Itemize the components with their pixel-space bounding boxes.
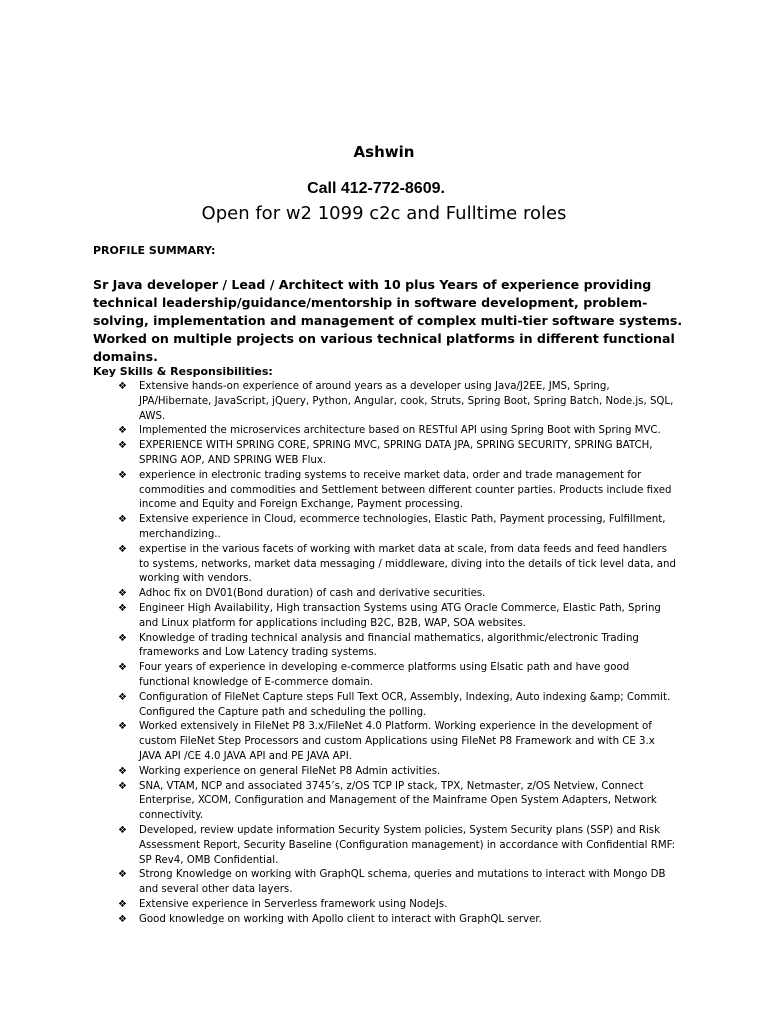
skill-item-text: expertise in the various facets of working with market data at scale, from data feeds and feed handlers to systems, networks, market data messaging / middleware, diving into the details of tick level data, and working with vendors. — [139, 543, 676, 585]
skill-item-text: Extensive hands-on experience of around years as a developer using Java/J2EE, JMS, Spring, JPA/Hibernate, JavaScript, jQuery, Python, Angular, cook, Struts, Spring Boot, Spring Batch, Node.js, SQL, AWS. — [139, 381, 674, 422]
skill-item — [118, 780, 676, 824]
skill-item — [118, 720, 676, 764]
skill-item — [118, 380, 676, 424]
candidate-name: Ashwin — [353, 143, 415, 161]
skill-item-text: Strong Knowledge on working with GraphQL schema, queries and mutations to interact with Mongo DB and several other data layers. — [139, 869, 666, 896]
diamond-bullet-icon: ❖ — [118, 721, 127, 733]
skill-item-text: experience in electronic trading systems to receive market data, order and trade management for commodities and commodities and Settlement between different counter parties. Products include fixed income and Equity and Foreign Exchange, Payment processing. — [139, 469, 672, 511]
skill-item — [118, 543, 676, 587]
skill-item-text: Good knowledge on working with Apollo client to interact with GraphQL server. — [139, 913, 542, 925]
skill-item-text: Implemented the microservices architecture based on RESTful API using Spring Boot with Spring MVC. — [139, 425, 661, 437]
diamond-bullet-icon: ❖ — [118, 765, 127, 777]
skill-item — [118, 439, 676, 469]
phone-line: Call 412-772-8609. — [307, 180, 445, 197]
skill-item — [118, 898, 676, 913]
diamond-bullet-icon: ❖ — [118, 632, 127, 644]
diamond-bullet-icon: ❖ — [118, 691, 127, 703]
skill-item — [118, 632, 676, 662]
skill-item — [118, 868, 676, 898]
skill-item-text: Worked extensively in FileNet P8 3.x/FileNet 4.0 Platform. Working experience in the development of custom FileNet Step Processors and custom Applications using FileNet P8 Framework and with CE 3.x JAVA API /CE 4.0 JAVA API and PE JAVA API. — [139, 721, 655, 762]
skill-item — [118, 469, 676, 513]
profile-summary-heading: PROFILE SUMMARY: — [93, 244, 216, 257]
skill-item-text: Extensive experience in Cloud, ecommerce technologies, Elastic Path, Payment processing, Fulfillment, merchandizing.. — [139, 514, 666, 540]
skill-item — [118, 424, 676, 439]
skill-item — [118, 913, 676, 928]
profile-summary-text: Sr Java developer / Lead / Architect with 10 plus Years of experience providing technical leadership/guidance/mentorship in software development, problem-solving, implementation and management of complex multi-tier software systems. Worked on multiple projects on various technical platforms in different functional domains. — [93, 277, 683, 364]
skill-item-text: Engineer High Availability, High transaction Systems using ATG Oracle Commerce, Elastic Path, Spring and Linux platform for applications including B2C, B2B, WAP, SOA websites. — [139, 602, 661, 629]
skill-item — [118, 661, 676, 691]
skill-item — [118, 602, 676, 632]
skill-item-text: EXPERIENCE WITH SPRING CORE, SPRING MVC, SPRING DATA JPA, SPRING SECURITY, SPRING BATCH, SPRING AOP, AND SPRING WEB Flux. — [139, 440, 653, 466]
skill-item-text: Four years of experience in developing e-commerce platforms using Elsatic path and have good functional knowledge of E-commerce domain. — [139, 662, 630, 688]
roles-line: Open for w2 1099 c2c and Fulltime roles — [201, 203, 567, 224]
diamond-bullet-icon: ❖ — [118, 425, 127, 437]
skill-item-text: Configuration of FileNet Capture steps Full Text OCR, Assembly, Indexing, Auto indexing &amp; Commit. Configured the Capture path and scheduling the polling. — [139, 691, 671, 718]
skill-item — [118, 765, 676, 780]
diamond-bullet-icon: ❖ — [118, 898, 127, 910]
diamond-bullet-icon: ❖ — [118, 381, 127, 392]
skill-item-text: Adhoc fix on DV01(Bond duration) of cash and derivative securities. — [139, 588, 486, 600]
skill-item — [118, 587, 676, 602]
diamond-bullet-icon: ❖ — [118, 824, 127, 836]
diamond-bullet-icon: ❖ — [118, 514, 127, 526]
skill-item-text: Developed, review update information Security System policies, System Security plans (SSP) and Risk Assessment Report, Security Baseline (Configuration management) in accordance with Confidential RMF: SP Rev4, OMB Confidential. — [139, 824, 676, 866]
skill-item-text: Extensive experience in Serverless framework using NodeJs. — [139, 898, 448, 910]
skill-item-text: SNA, VTAM, NCP and associated 3745’s, z/OS TCP IP stack, TPX, Netmaster, z/OS Netview, Connect Enterprise, XCOM, Configuration and Management of the Mainframe Open System Adapters, Network connectivity. — [139, 780, 657, 822]
diamond-bullet-icon: ❖ — [118, 440, 127, 452]
skill-item — [118, 824, 676, 868]
diamond-bullet-icon: ❖ — [118, 662, 127, 674]
diamond-bullet-icon: ❖ — [118, 602, 127, 614]
diamond-bullet-icon: ❖ — [118, 469, 127, 481]
skills-list — [118, 380, 676, 927]
key-skills-heading: Key Skills & Responsibilities: — [93, 365, 273, 378]
skill-item — [118, 513, 676, 543]
diamond-bullet-icon: ❖ — [118, 913, 127, 925]
skill-item — [118, 691, 676, 721]
diamond-bullet-icon: ❖ — [118, 869, 127, 881]
skill-item-text: Knowledge of trading technical analysis and financial mathematics, algorithmic/electronic Trading frameworks and Low Latency trading systems. — [139, 632, 639, 659]
diamond-bullet-icon: ❖ — [118, 543, 127, 555]
diamond-bullet-icon: ❖ — [118, 780, 127, 792]
diamond-bullet-icon: ❖ — [118, 588, 127, 600]
skill-item-text: Working experience on general FileNet P8 Admin activities. — [139, 765, 441, 777]
